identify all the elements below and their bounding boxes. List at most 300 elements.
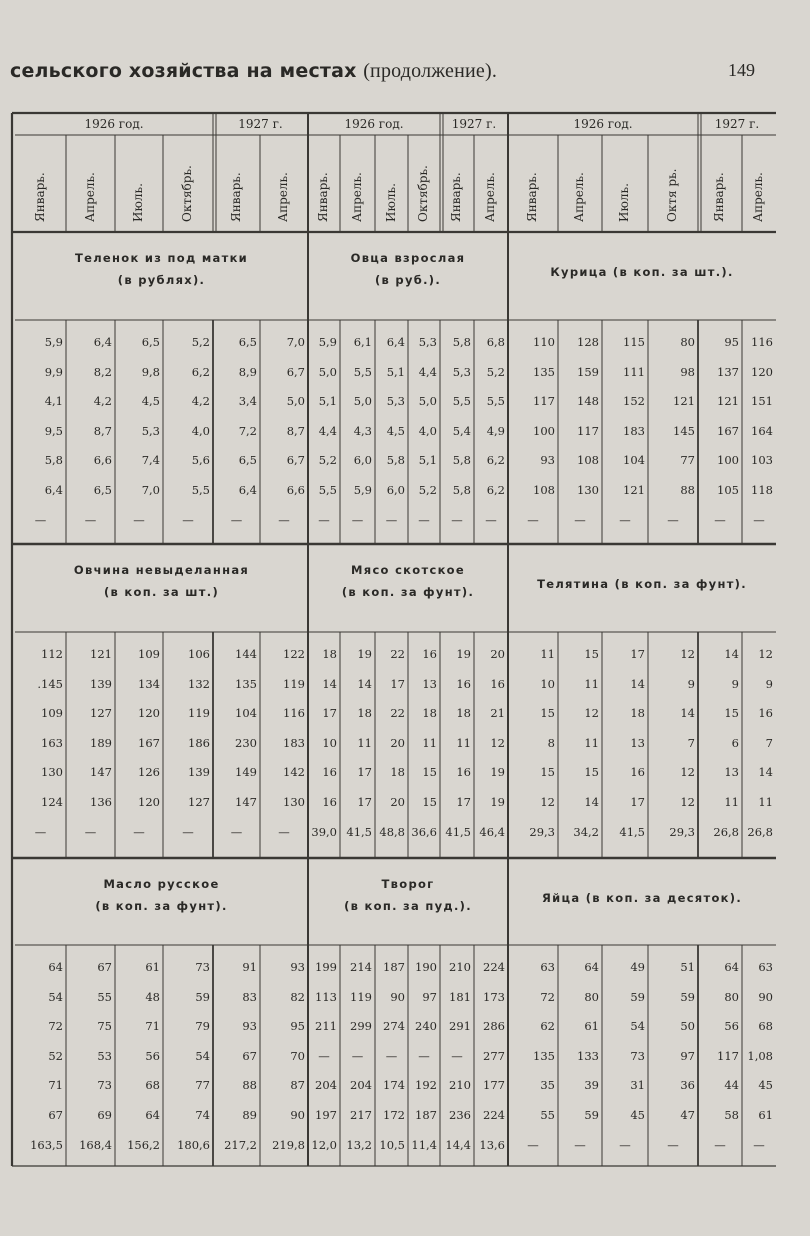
table-cell: 144 [235,647,257,661]
table-cell: — [714,1137,726,1152]
table-cell: 41,5 [346,824,372,839]
table-cell: 7 [687,735,695,750]
table-cell: 1,08 [747,1048,773,1063]
table-cell: 151 [751,394,773,409]
section-title: Теленок из под матки [74,251,249,265]
table-cell: 211 [315,1019,337,1034]
table-cell: 12 [680,765,695,780]
table-cell: 4,3 [353,423,372,438]
table-cell: 286 [483,1019,505,1034]
month-header: Июль. [131,183,145,222]
table-cell: — [34,824,47,839]
table-cell: — [451,1048,463,1063]
table-cell: 63 [758,960,773,974]
section-subtitle: (в руб.). [375,273,441,287]
table-cell: 6,4 [386,335,405,349]
table-cell: 187 [415,1108,437,1122]
table-cell: 95 [290,1019,305,1034]
table-cell: — [451,512,463,527]
table-cell: 210 [449,960,471,974]
table-cell: 11 [758,795,773,809]
table-cell: 6,5 [141,335,160,349]
table-cell: 61 [145,960,160,974]
table-cell: 104 [235,706,257,721]
month-header: Апрель. [751,172,765,222]
table-cell: 149 [235,765,257,780]
table-cell: — [182,824,194,839]
table-cell: 5,2 [318,453,337,468]
table-cell: 6,2 [486,483,505,497]
table-cell: 109 [138,647,160,661]
table-cell: 163,5 [30,1137,63,1152]
table-cell: 14,4 [445,1137,471,1152]
table-cell: 180,6 [177,1137,210,1152]
table-cell: 18 [357,706,372,721]
table-cell: — [385,512,398,527]
month-header: Январь. [525,172,539,222]
table-cell: 48 [145,989,160,1004]
table-cell: 68 [145,1078,160,1093]
table-cell: — [182,512,194,527]
table-cell: 5,0 [318,364,337,379]
table-cell: 3,4 [238,394,257,409]
table-cell: 119 [350,989,372,1004]
table-cell: — [84,824,97,839]
table-cell: 135 [533,1048,555,1063]
year-header: 1927 г. [451,117,497,131]
table-cell: 44 [724,1078,739,1093]
table-cell: 59 [680,989,695,1004]
table-cell: 20 [390,795,405,809]
table-cell: 80 [680,335,695,349]
table-cell: 204 [315,1078,337,1093]
table-cell: 159 [577,364,599,379]
table-cell: 132 [188,676,210,691]
table-cell: 13,2 [346,1137,372,1152]
table-cell: 13 [630,735,645,750]
table-cell: 10 [540,676,555,691]
table-cell: 4,2 [191,394,210,409]
table-cell: 88 [680,483,695,497]
table-cell: 11 [724,795,739,809]
table-cell: 152 [623,394,645,409]
table-cell: 137 [717,364,739,379]
table-cell: 214 [350,960,372,974]
table-cell: — [133,824,145,839]
page-number: 149 [728,60,755,80]
table-cell: .145 [37,676,63,691]
table-cell: 127 [90,706,112,721]
table-cell: — [667,512,679,527]
table-cell: 93 [242,1019,257,1034]
table-cell: 103 [751,453,773,468]
table-cell: 5,8 [452,335,471,349]
table-cell: 6,4 [238,483,257,497]
table-cell: 19 [490,765,505,780]
month-header: Январь. [316,172,330,222]
table-cell: 5,6 [191,453,210,468]
table-cell: — [385,1048,398,1063]
table-cell: 4,4 [418,364,437,379]
table-cell: 19 [456,647,471,661]
section-subtitle: (в коп. за фунт). [341,585,475,599]
table-cell: 118 [751,483,773,497]
month-header: Январь. [449,172,463,222]
table-cell: 106 [188,647,210,661]
table-cell: 7,0 [286,335,305,349]
table-cell: 116 [283,706,305,721]
table-cell: 5,8 [386,453,405,468]
table-cell: 67 [48,1108,63,1122]
table-cell: 16 [456,676,471,691]
table-cell: 12 [584,706,599,721]
month-header: Октябрь. [416,165,430,222]
month-header: Январь. [712,172,726,222]
table-cell: 8,9 [238,364,257,379]
table-cell: — [133,512,145,527]
table-cell: 11 [584,735,599,750]
table-cell: 121 [90,647,112,661]
table-cell: 5,8 [44,453,63,468]
table-cell: 120 [138,706,160,721]
year-header: 1926 год. [344,117,404,131]
table-cell: 4,0 [191,423,210,438]
table-cell: 224 [483,960,505,974]
table-cell: 299 [350,1019,372,1034]
table-cell: 71 [48,1078,63,1093]
table-cell: 20 [490,647,505,661]
table-cell: 156,2 [127,1137,160,1152]
section-subtitle: (в коп. за пуд.). [344,899,472,913]
page-title-continued: (продолжение). [363,60,498,82]
table-cell: 6,4 [44,483,63,497]
table-cell: 64 [145,1108,160,1122]
table-cell: 22 [390,647,405,661]
table-cell: 19 [357,647,372,661]
year-header: 1927 г. [238,117,283,131]
table-cell: 82 [290,989,305,1004]
table-cell: 98 [680,364,695,379]
table-cell: 6,5 [93,483,112,497]
table-cell: 5,3 [452,364,471,379]
month-header: Апрель. [483,172,497,222]
table-cell: 109 [41,706,63,721]
table-cell: — [230,512,243,527]
table-cell: 41,5 [445,824,471,839]
table-cell: 4,5 [386,423,405,438]
table-cell: 8,2 [93,364,112,379]
table-cell: 5,2 [486,364,505,379]
table-cell: 39 [584,1078,599,1093]
table-cell: 67 [97,960,112,974]
table-cell: 6,6 [286,483,305,497]
table-cell: — [230,824,243,839]
table-cell: — [351,1048,364,1063]
table-cell: — [753,1137,765,1152]
table-cell: 31 [630,1078,645,1093]
year-header: 1927 г. [714,117,760,131]
table-cell: 73 [195,960,210,974]
table-cell: 36,6 [411,824,437,839]
table-cell: 91 [242,960,257,974]
table-cell: 186 [188,735,210,750]
table-cell: 45 [758,1078,773,1093]
table-cell: 121 [673,394,695,409]
table-cell: 130 [577,483,599,497]
table-cell: 291 [449,1019,471,1034]
table-cell: — [351,512,364,527]
table-cell: 97 [680,1048,695,1063]
table-cell: 93 [540,453,555,468]
section-title: Яйца (в коп. за десяток). [542,891,742,905]
table-cell: 88 [242,1078,257,1093]
month-header: Июль. [383,183,398,222]
section-title: Телятина (в коп. за фунт). [537,577,747,591]
table-cell: — [753,512,765,527]
table-cell: 164 [751,423,773,438]
table-cell: 49 [630,960,645,974]
table-cell: 217 [350,1108,372,1122]
table-cell: 14 [584,795,599,809]
table-cell: 108 [577,453,599,468]
table-cell: 277 [483,1048,505,1063]
table-cell: 12 [758,647,773,661]
table-cell: 117 [717,1048,739,1063]
table-cell: 147 [235,795,257,809]
table-cell: 63 [540,960,555,974]
month-header: Апрель. [276,172,290,222]
table-cell: 83 [242,989,257,1004]
month-header: Апрель. [82,172,97,222]
table-cell: 6,1 [353,335,372,349]
month-header: Апрель. [572,172,586,222]
table-cell: 8 [547,735,555,750]
month-header: Январь. [32,172,47,222]
table-cell: 6,0 [353,453,372,468]
table-cell: 48,8 [379,824,405,839]
table-cell: 15 [584,765,599,780]
table-cell: 240 [415,1019,437,1034]
table-cell: 90 [290,1108,305,1122]
table-cell: 89 [242,1108,257,1122]
section-subtitle: (в коп. за фунт). [95,899,228,913]
month-header: Апрель. [349,172,364,222]
table-cell: 12 [540,795,555,809]
table-cell: 6,0 [386,483,405,497]
table-cell: 64 [584,960,599,974]
table-cell: 35 [540,1078,555,1093]
section-title: Овчина невыделанная [73,563,250,577]
table-cell: 5,8 [452,483,471,497]
table-cell: 9,5 [44,423,63,438]
table-cell: 75 [97,1019,112,1034]
table-cell: 41,5 [619,824,645,839]
table-cell: 12 [680,647,695,661]
table-cell: 12 [680,795,695,809]
table-cell: 16 [322,795,337,809]
table-cell: 5,9 [318,335,337,349]
table-cell: — [714,512,726,527]
table-cell: 95 [724,335,739,349]
table-cell: — [574,512,586,527]
table-cell: 16 [422,647,437,661]
table-cell: 145 [673,423,695,438]
table-cell: 139 [188,765,210,780]
table-cell: 5,2 [418,483,437,497]
table-cell: 74 [195,1108,210,1122]
table-cell: 15 [422,765,437,780]
table-cell: 77 [195,1078,210,1093]
table-cell: 187 [383,960,405,974]
table-cell: 8,7 [93,423,112,438]
table-cell: 11 [422,735,437,750]
table-cell: 117 [533,394,555,409]
table-cell: 15 [584,647,599,661]
table-cell: 16 [758,706,773,721]
table-cell: 135 [235,676,257,691]
month-header: Октябрь. [180,165,194,222]
table-cell: 199 [315,960,337,974]
table-cell: 56 [145,1048,160,1063]
table-cell: — [485,512,497,527]
year-header: 1926 год. [84,117,144,131]
table-cell: 5,3 [386,394,405,409]
table-cell: 5,5 [486,394,505,409]
table-cell: 128 [577,335,599,349]
table-cell: 17 [630,647,645,661]
table-cell: 50 [680,1019,695,1034]
table-cell: 14 [322,676,337,691]
table-cell: 55 [540,1108,555,1122]
table-cell: 219,8 [272,1137,305,1152]
table-cell: 73 [630,1048,645,1063]
table-cell: 4,2 [93,394,112,409]
table-cell: 15 [540,706,555,721]
table-cell: 34,2 [573,824,599,839]
table-cell: 6,7 [286,453,305,468]
table-cell: 111 [623,364,645,379]
table-cell: 108 [533,483,555,497]
year-header: 1926 год. [573,117,633,131]
table-cell: 6,5 [238,453,257,468]
table-cell: — [667,1137,679,1152]
table-cell: 5,5 [353,364,372,379]
table-cell: 80 [584,989,599,1004]
table-cell: 5,5 [452,394,471,409]
section-title: Курица (в коп. за шт.). [550,265,734,279]
table-cell: 17 [630,795,645,809]
table-cell: 274 [383,1019,405,1034]
table-cell: 189 [90,735,112,750]
table-cell: 47 [680,1108,695,1122]
table-cell: 167 [138,735,160,750]
table-cell: 6,6 [93,453,112,468]
table-cell: 120 [751,364,773,379]
table-cell: 77 [680,453,695,468]
table-cell: — [418,512,430,527]
table-cell: 5,8 [452,453,471,468]
table-cell: 51 [680,960,695,974]
table-cell: 134 [138,676,160,691]
table-cell: 174 [383,1078,405,1093]
table-cell: 5,0 [286,394,305,409]
table-cell: 80 [724,989,739,1004]
section-title: Масло русское [103,877,220,891]
table-cell: 122 [283,647,305,661]
table-cell: 168,4 [79,1137,112,1152]
table-cell: — [278,512,290,527]
table-cell: 16 [630,765,645,780]
table-cell: 17 [390,676,405,691]
table-cell: 135 [533,364,555,379]
table-cell: 5,9 [353,483,372,497]
table-cell: 12 [490,735,505,750]
table-cell: 100 [533,423,555,438]
table-cell: 26,8 [747,824,773,839]
table-cell: 5,3 [141,423,160,438]
table-cell: 10 [322,735,337,750]
table-cell: 4,4 [318,423,337,438]
table-cell: 16 [322,765,337,780]
section-title: Мясо скотское [351,563,465,577]
table-cell: — [527,1137,539,1152]
table-cell: 119 [188,706,210,721]
table-cell: — [574,1137,586,1152]
table-cell: 9,8 [141,364,160,379]
table-cell: 121 [623,483,645,497]
table-cell: 5,1 [418,453,437,468]
section-title: Овца взрослая [350,251,466,265]
table-cell: 45 [630,1108,645,1122]
table-cell: 68 [758,1019,773,1034]
table-cell: 6,8 [486,335,505,349]
table-cell: 13,6 [479,1137,505,1152]
table-cell: 110 [533,335,555,349]
table-cell: 181 [449,989,471,1004]
table-cell: 64 [724,960,739,974]
table-cell: 19 [490,795,505,809]
table-cell: 69 [97,1108,112,1122]
table-cell: 192 [415,1078,437,1093]
table-cell: 4,5 [141,394,160,409]
table-cell: 190 [415,960,437,974]
table-cell: 18 [390,765,405,780]
table-cell: 11 [357,735,372,750]
table-cell: 124 [41,795,63,809]
table-cell: 39,0 [311,824,337,839]
table-cell: 6,7 [286,364,305,379]
table-cell: 52 [48,1048,63,1063]
table-cell: 127 [188,795,210,809]
table-cell: 120 [138,795,160,809]
table-cell: 139 [90,676,112,691]
table-cell: 54 [630,1019,645,1034]
table-cell: 183 [623,423,645,438]
table-cell: 172 [383,1108,405,1122]
table-cell: 18 [630,706,645,721]
table-cell: 87 [290,1078,305,1093]
table-cell: 18 [422,706,437,721]
table-cell: 210 [449,1078,471,1093]
table-cell: 115 [623,335,645,349]
table-cell: 173 [483,989,505,1004]
table-cell: — [278,824,290,839]
table-cell: 17 [322,706,337,721]
table-cell: 29,3 [669,824,695,839]
table-cell: — [418,1048,430,1063]
table-cell: 79 [195,1019,210,1034]
table-cell: 5,9 [44,335,63,349]
